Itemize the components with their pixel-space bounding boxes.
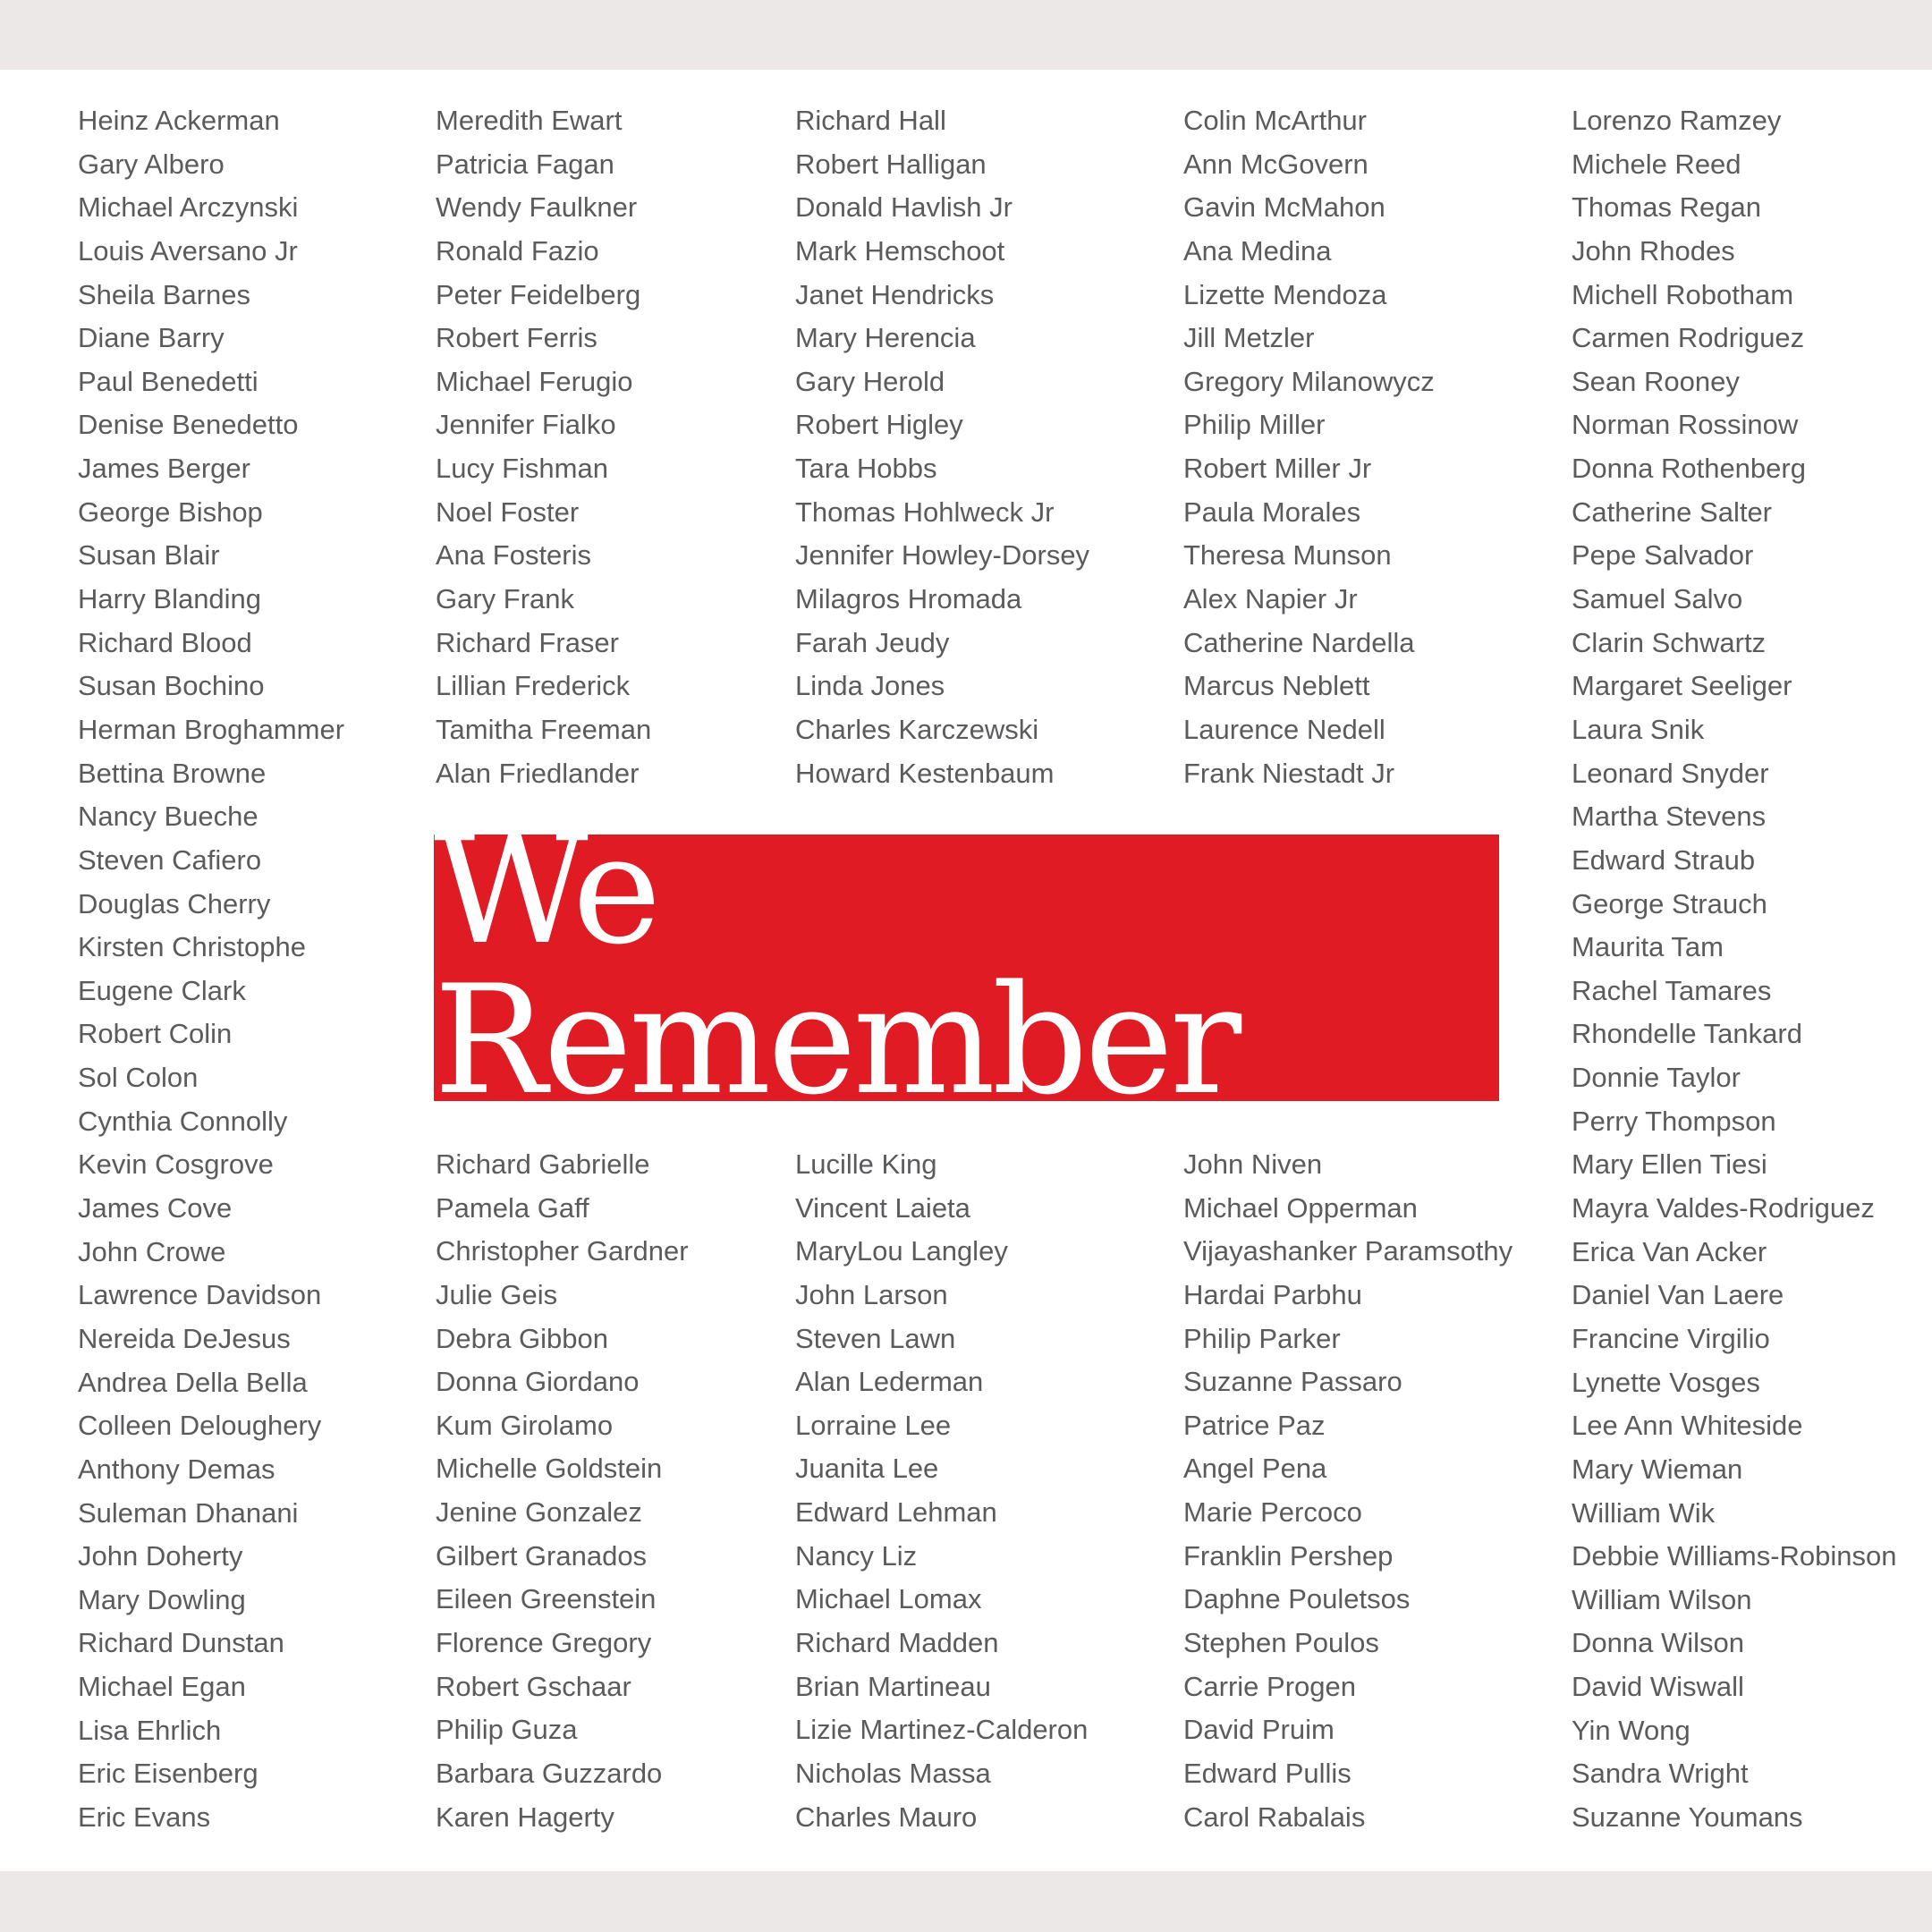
- memorial-name: Donnie Taylor: [1572, 1062, 1741, 1094]
- memorial-name: Philip Guza: [436, 1714, 578, 1746]
- memorial-name: Mayra Valdes-Rodriguez: [1572, 1192, 1875, 1224]
- memorial-name: Jennifer Fialko: [436, 409, 616, 441]
- memorial-name: Steven Lawn: [795, 1322, 956, 1354]
- memorial-name: Hardai Parbhu: [1183, 1278, 1362, 1310]
- names-column-2-top: [436, 99, 651, 795]
- memorial-name: MaryLou Langley: [795, 1235, 1008, 1267]
- memorial-name: Kirsten Christophe: [78, 931, 307, 963]
- memorial-name: Suleman Dhanani: [78, 1496, 299, 1529]
- memorial-name: Susan Blair: [78, 539, 220, 572]
- names-column-1: [78, 99, 344, 1840]
- memorial-name: Lizie Martinez-Calderon: [795, 1714, 1089, 1746]
- memorial-name: Clarin Schwartz: [1572, 626, 1767, 658]
- memorial-name: Brian Martineau: [795, 1670, 991, 1702]
- memorial-name: Patricia Fagan: [436, 148, 614, 180]
- memorial-name: Jill Metzler: [1183, 322, 1315, 354]
- memorial-name: Cynthia Connolly: [78, 1105, 288, 1137]
- memorial-name: Robert Gschaar: [436, 1670, 631, 1702]
- memorial-name: Charles Mauro: [795, 1801, 978, 1833]
- memorial-name: Michael Egan: [78, 1671, 246, 1703]
- memorial-name: Martha Stevens: [1572, 801, 1767, 833]
- memorial-name: Ann McGovern: [1183, 148, 1368, 180]
- memorial-name: Richard Madden: [795, 1627, 999, 1659]
- memorial-name: Patrice Paz: [1183, 1409, 1326, 1441]
- memorial-name: Pepe Salvador: [1572, 539, 1754, 572]
- memorial-name: Gary Albero: [78, 148, 225, 180]
- memorial-name: Laura Snik: [1572, 713, 1705, 745]
- names-column-4-bottom: [1183, 1143, 1513, 1839]
- memorial-name: Lizette Mendoza: [1183, 278, 1387, 310]
- memorial-name: Michael Lomax: [795, 1583, 982, 1615]
- memorial-name: John Larson: [795, 1278, 948, 1310]
- memorial-name: Nereida DeJesus: [78, 1322, 291, 1354]
- names-column-2-bottom: [436, 1143, 689, 1839]
- memorial-name: Donald Havlish Jr: [795, 191, 1013, 224]
- memorial-name: Ronald Fazio: [436, 234, 599, 267]
- memorial-name: Kevin Cosgrove: [78, 1148, 274, 1181]
- memorial-name: Nancy Liz: [795, 1539, 918, 1572]
- memorial-name: Carrie Progen: [1183, 1670, 1356, 1702]
- memorial-name: William Wilson: [1572, 1583, 1752, 1615]
- memorial-name: Alan Lederman: [795, 1366, 984, 1398]
- memorial-name: Lorenzo Ramzey: [1572, 105, 1782, 136]
- memorial-name: David Wiswall: [1572, 1671, 1744, 1703]
- memorial-name: Franklin Pershep: [1183, 1539, 1394, 1572]
- memorial-name: Richard Fraser: [436, 626, 619, 658]
- memorial-name: Jenine Gonzalez: [436, 1496, 642, 1529]
- memorial-name: Michael Ferugio: [436, 365, 633, 397]
- memorial-name: Richard Hall: [795, 105, 946, 136]
- memorial-name: Marcus Neblett: [1183, 670, 1370, 702]
- memorial-name: Perry Thompson: [1572, 1105, 1776, 1137]
- memorial-name: Catherine Nardella: [1183, 626, 1415, 658]
- memorial-name: Sol Colon: [78, 1062, 199, 1094]
- memorial-name: Pamela Gaff: [436, 1191, 589, 1224]
- memorial-name: Daphne Pouletsos: [1183, 1583, 1411, 1615]
- memorial-name: Theresa Munson: [1183, 539, 1392, 572]
- memorial-name: Stephen Poulos: [1183, 1627, 1379, 1659]
- memorial-name: Donna Rothenberg: [1572, 453, 1806, 485]
- memorial-name: Gilbert Granados: [436, 1539, 648, 1572]
- memorial-name: Diane Barry: [78, 322, 225, 354]
- memorial-name: Richard Gabrielle: [436, 1148, 650, 1180]
- memorial-name: Eric Evans: [78, 1801, 211, 1833]
- memorial-name: Wendy Faulkner: [436, 191, 638, 224]
- memorial-name: Edward Lehman: [795, 1496, 997, 1529]
- memorial-name: Eileen Greenstein: [436, 1583, 657, 1615]
- memorial-name: Harry Blanding: [78, 583, 262, 615]
- memorial-name: Karen Hagerty: [436, 1801, 614, 1833]
- memorial-name: Ana Fosteris: [436, 539, 592, 572]
- memorial-name: Herman Broghammer: [78, 713, 345, 745]
- memorial-name: Tamitha Freeman: [436, 713, 652, 745]
- memorial-name: Janet Hendricks: [795, 278, 995, 310]
- memorial-name: Sandra Wright: [1572, 1758, 1749, 1790]
- memorial-name: Michele Reed: [1572, 148, 1741, 180]
- memorial-name: Alan Friedlander: [436, 757, 640, 789]
- memorial-name: Paula Morales: [1183, 496, 1361, 528]
- memorial-name: Margaret Seeliger: [1572, 670, 1792, 702]
- memorial-name: Douglas Cherry: [78, 887, 271, 919]
- we-remember-banner: [434, 802, 1499, 1128]
- memorial-name: Thomas Regan: [1572, 191, 1761, 224]
- memorial-name: Eric Eisenberg: [78, 1758, 258, 1790]
- memorial-name: James Berger: [78, 453, 250, 485]
- memorial-name: Michelle Goldstein: [436, 1453, 663, 1485]
- memorial-name: Michael Arczynski: [78, 191, 299, 224]
- memorial-name: Mary Ellen Tiesi: [1572, 1148, 1767, 1181]
- names-column-4-top: [1183, 99, 1435, 795]
- memorial-name: Mark Hemschoot: [795, 234, 1005, 267]
- memorial-name: Farah Jeudy: [795, 626, 950, 658]
- memorial-name: Edward Pullis: [1183, 1757, 1352, 1789]
- memorial-name: Carmen Rodriguez: [1572, 322, 1805, 354]
- memorial-name: Rachel Tamares: [1572, 974, 1772, 1006]
- memorial-name: Leonard Snyder: [1572, 757, 1769, 789]
- memorial-name: Mary Dowling: [78, 1583, 246, 1615]
- memorial-name: Gavin McMahon: [1183, 191, 1385, 224]
- memorial-name: John Crowe: [78, 1235, 226, 1267]
- memorial-name: Vijayashanker Paramsothy: [1183, 1235, 1513, 1267]
- memorial-name: Richard Blood: [78, 626, 252, 658]
- memorial-name: Ana Medina: [1183, 234, 1332, 267]
- memorial-name: Sheila Barnes: [78, 278, 251, 310]
- memorial-name: Paul Benedetti: [78, 365, 258, 397]
- memorial-name: Milagros Hromada: [795, 583, 1022, 615]
- memorial-name: Lillian Frederick: [436, 670, 631, 702]
- memorial-name: Suzanne Passaro: [1183, 1366, 1402, 1398]
- memorial-name: Barbara Guzzardo: [436, 1757, 663, 1789]
- memorial-name: Michell Robotham: [1572, 278, 1794, 310]
- memorial-name: Alex Napier Jr: [1183, 583, 1358, 615]
- memorial-name: Samuel Salvo: [1572, 583, 1743, 615]
- memorial-name: Anthony Demas: [78, 1453, 275, 1485]
- memorial-name: Nancy Bueche: [78, 801, 258, 833]
- memorial-name: Louis Aversano Jr: [78, 234, 298, 267]
- memorial-name: Thomas Hohlweck Jr: [795, 496, 1055, 528]
- memorial-name: Vincent Laieta: [795, 1191, 970, 1224]
- memorial-name: Colleen Deloughery: [78, 1410, 322, 1442]
- memorial-name: Andrea Della Bella: [78, 1366, 308, 1398]
- memorial-name: Charles Karczewski: [795, 713, 1039, 745]
- memorial-name: Kum Girolamo: [436, 1409, 614, 1441]
- memorial-name: Norman Rossinow: [1572, 409, 1799, 441]
- memorial-name: Juanita Lee: [795, 1453, 939, 1485]
- memorial-name: Debbie Williams-Robinson: [1572, 1540, 1897, 1572]
- memorial-name: Yin Wong: [1572, 1714, 1690, 1746]
- memorial-name: Francine Virgilio: [1572, 1322, 1770, 1354]
- memorial-name: Robert Halligan: [795, 148, 987, 180]
- memorial-name: Robert Colin: [78, 1018, 233, 1050]
- memorial-name: Sean Rooney: [1572, 365, 1740, 397]
- memorial-name: John Doherty: [78, 1540, 243, 1572]
- memorial-name: Noel Foster: [436, 496, 580, 528]
- memorial-name: Michael Opperman: [1183, 1191, 1418, 1224]
- memorial-name: Colin McArthur: [1183, 105, 1367, 136]
- memorial-name: Meredith Ewart: [436, 105, 623, 136]
- memorial-name: Erica Van Acker: [1572, 1235, 1767, 1267]
- memorial-name: James Cove: [78, 1192, 233, 1224]
- memorial-name: Rhondelle Tankard: [1572, 1018, 1802, 1050]
- names-column-3-bottom: [795, 1143, 1088, 1839]
- memorial-name: Lorraine Lee: [795, 1409, 952, 1441]
- memorial-name: Philip Parker: [1183, 1322, 1341, 1354]
- memorial-name: Peter Feidelberg: [436, 278, 641, 310]
- memorial-name: George Bishop: [78, 496, 263, 528]
- memorial-name: Edward Straub: [1572, 843, 1756, 876]
- banner-title: We Remember: [434, 802, 1239, 1128]
- memorial-name: Florence Gregory: [436, 1627, 652, 1659]
- memorial-name: David Pruim: [1183, 1714, 1335, 1746]
- memorial-name: Robert Ferris: [436, 322, 597, 354]
- memorial-name: Tara Hobbs: [795, 453, 937, 485]
- memorial-name: Daniel Van Laere: [1572, 1279, 1784, 1311]
- memorial-name: Gary Herold: [795, 365, 945, 397]
- memorial-name: Catherine Salter: [1572, 496, 1773, 528]
- memorial-name: George Strauch: [1572, 887, 1767, 919]
- memorial-name: Julie Geis: [436, 1278, 558, 1310]
- memorial-name: Bettina Browne: [78, 757, 267, 789]
- names-column-5: [1572, 99, 1897, 1840]
- memorial-name: Angel Pena: [1183, 1453, 1327, 1485]
- memorial-name: Lynette Vosges: [1572, 1366, 1760, 1398]
- memorial-name: Debra Gibbon: [436, 1322, 609, 1354]
- memorial-name: Suzanne Youmans: [1572, 1801, 1803, 1833]
- memorial-name: Donna Wilson: [1572, 1627, 1744, 1659]
- memorial-name: Mary Herencia: [795, 322, 976, 354]
- memorial-name: Maurita Tam: [1572, 931, 1724, 963]
- memorial-name: Gregory Milanowycz: [1183, 365, 1435, 397]
- memorial-name: Jennifer Howley-Dorsey: [795, 539, 1090, 572]
- memorial-name: Lucille King: [795, 1148, 937, 1180]
- memorial-name: Denise Benedetto: [78, 409, 299, 441]
- memorial-name: Gary Frank: [436, 583, 575, 615]
- memorial-name: Robert Miller Jr: [1183, 453, 1372, 485]
- memorial-name: Christopher Gardner: [436, 1235, 689, 1267]
- memorial-name: Lawrence Davidson: [78, 1279, 322, 1311]
- memorial-name: Robert Higley: [795, 409, 963, 441]
- memorial-name: Lee Ann Whiteside: [1572, 1410, 1803, 1442]
- memorial-name: Philip Miller: [1183, 409, 1326, 441]
- memorial-name: Carol Rabalais: [1183, 1801, 1366, 1833]
- memorial-name: Heinz Ackerman: [78, 105, 280, 136]
- memorial-name: Eugene Clark: [78, 974, 246, 1006]
- memorial-name: Howard Kestenbaum: [795, 757, 1055, 789]
- memorial-name: Lucy Fishman: [436, 453, 608, 485]
- memorial-name: Steven Cafiero: [78, 843, 262, 876]
- memorial-name: Linda Jones: [795, 670, 945, 702]
- memorial-name: Susan Bochino: [78, 670, 265, 702]
- memorial-name: John Niven: [1183, 1148, 1323, 1180]
- memorial-name: John Rhodes: [1572, 234, 1735, 267]
- memorial-name: Laurence Nedell: [1183, 713, 1385, 745]
- memorial-name: Donna Giordano: [436, 1366, 640, 1398]
- memorial-name: William Wik: [1572, 1496, 1716, 1529]
- memorial-name: Frank Niestadt Jr: [1183, 757, 1395, 789]
- memorial-name: Mary Wieman: [1572, 1453, 1743, 1485]
- memorial-name: Marie Percoco: [1183, 1496, 1362, 1529]
- names-column-3-top: [795, 99, 1089, 795]
- memorial-name: Lisa Ehrlich: [78, 1714, 222, 1746]
- memorial-name: Richard Dunstan: [78, 1627, 284, 1659]
- memorial-name: Nicholas Massa: [795, 1757, 991, 1789]
